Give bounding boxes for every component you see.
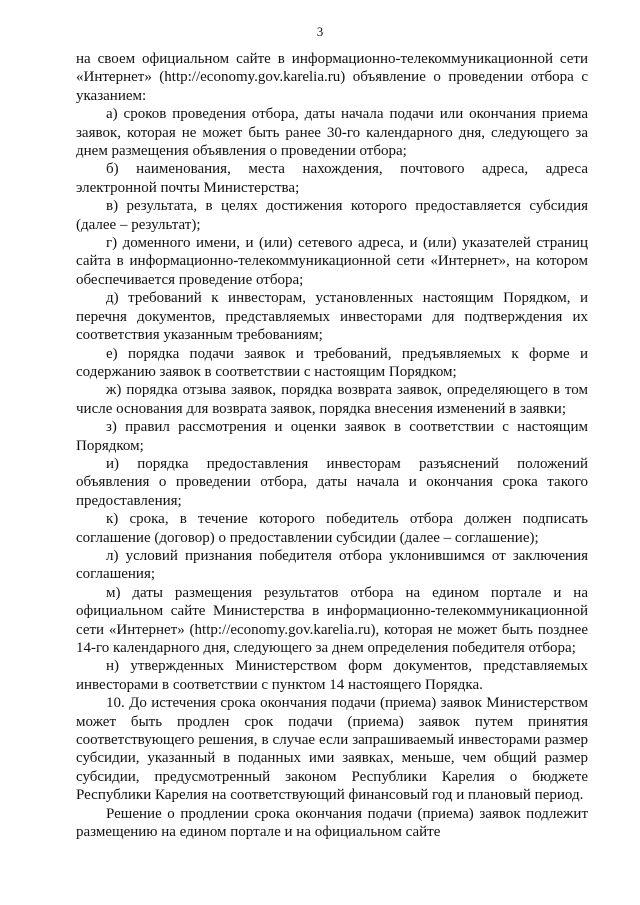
list-item-n: н) утвержденных Министерством форм документов, представляемых инвесторами в соответствии с пунктом 14 настоящего Порядка. xyxy=(76,658,588,693)
list-item-k: к) срока, в течение которого победитель отбора должен подписать соглашение (договор) о предоставлении субсидии (далее – соглашение); xyxy=(76,511,588,546)
list-item-g: г) доменного имени, и (или) сетевого адреса, и (или) указателей страниц сайта в информационно-телекоммуникационной сети «Интернет», на котором обеспечивается проведение отбора; xyxy=(76,235,588,288)
list-item-m: м) даты размещения результатов отбора на едином портале и на официальном сайте Министерства в информационно-телекоммуникационной сети «Интернет» (http://economy.gov.karelia.ru), которая не может быть позднее 14-го календарного дня, следующего за днем определения победителя отбора; xyxy=(76,584,588,656)
paragraph-decision: Решение о продлении срока окончания подачи (приема) заявок подлежит размещению на едином портале и на официальном сайте xyxy=(76,805,588,841)
list-item-l: л) условий признания победителя отбора уклонившимся от заключения соглашения; xyxy=(76,547,588,583)
document-body xyxy=(76,50,588,841)
list-item-d: д) требований к инвесторам, установленных настоящим Порядком, и перечня документов, представляемых инвесторами для подтверждения их соответствия указанным требованиям; xyxy=(76,290,588,344)
list-item-e: е) порядка подачи заявок и требований, предъявляемых к форме и содержанию заявок в соответствии с настоящим Порядком; xyxy=(76,345,588,380)
list-item-a: а) сроков проведения отбора, даты начала подачи или окончания приема заявок, которая не может быть ранее 30-го календарного дня, следующего за днем размещения объявления о проведении отбора; xyxy=(76,106,588,160)
page-number: 3 xyxy=(316,24,324,39)
paragraph-10: 10. До истечения срока окончания подачи (приема) заявок Министерством может быть продлен срок подачи (приема) заявок путем принятия соответствующего решения, в случае если запрашиваемый инвесторами размер субсидии, указанный в поданных ими заявках, меньше, чем общий размер субсидии, предусмотренный законом Республики Карелия о бюджете Республики Карелия на соответствующий финансовый год и плановый период. xyxy=(76,695,588,804)
list-item-b: б) наименования, места нахождения, почтового адреса, адреса электронной почты Министерства; xyxy=(76,161,588,196)
list-item-zh: ж) порядка отзыва заявок, порядка возврата заявок, определяющего в том числе основания для возврата заявок, порядка внесения изменений в заявки; xyxy=(76,382,588,417)
list-item-v: в) результата, в целях достижения которого предоставляется субсидия (далее – результат); xyxy=(76,198,588,233)
list-item-z: з) правил рассмотрения и оценки заявок в соответствии с настоящим Порядком; xyxy=(76,419,588,454)
list-item-i: и) порядка предоставления инвесторам разъяснений положений объявления о проведении отбора, даты начала и окончания срока такого предоставления; xyxy=(76,455,588,509)
paragraph-continuation: на своем официальном сайте в информационно-телекоммуникационной сети «Интернет» (http://economy.gov.karelia.ru) объявление о проведении отбора с указанием: xyxy=(76,51,588,104)
